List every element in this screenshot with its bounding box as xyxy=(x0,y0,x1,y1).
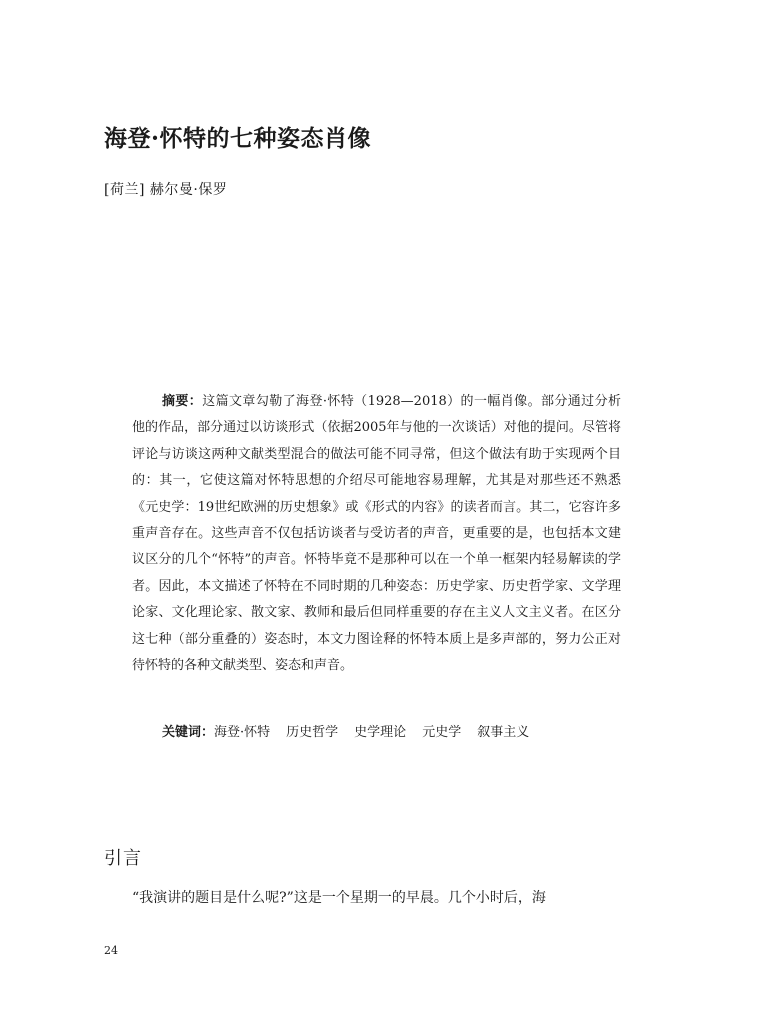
keywords xyxy=(162,720,622,746)
keyword-item: 史学理论 xyxy=(354,725,407,740)
keyword-item: 元史学 xyxy=(422,725,462,740)
abstract xyxy=(132,389,621,679)
abstract-text: 这篇文章勾勒了海登·怀特（1928—2018）的一幅肖像。部分通过分析他的作品，部分通过以访谈形式（依据2005年与他的一次谈话）对他的提问。尽管将评论与访谈这两种文献类型混合的做法可能不同寻常，但这个做法有助于实现两个目的：其一，它使这篇对怀特思想的介绍尽可能地容易理解，尤其是对那些还不熟悉《元史学：19世纪欧洲的历史想象》或《形式的内容》的读者而言。其二，它容许多重声音存在。这些声音不仅包括访谈者与受访者的声音，更重要的是，也包括本文建议区分的几个“怀特”的声音。怀特毕竟不是那种可以在一个单一框架内轻易解读的学者。因此，本文描述了怀特在不同时期的几种姿态：历史学家、历史哲学家、文学理论家、文化理论家、散文家、教师和最后但同样重要的存在主义人文主义者。在区分这七种（部分重叠的）姿态时，本文力图诠释的怀特本质上是多声部的，努力公正对待怀特的各种文献类型、姿态和声音。 xyxy=(132,394,621,674)
keyword-item: 海登·怀特 xyxy=(214,725,271,740)
keywords-label: 关键词： xyxy=(162,725,215,740)
section-heading-introduction: 引言 xyxy=(104,848,142,869)
keyword-item: 叙事主义 xyxy=(477,725,530,740)
page-number: 24 xyxy=(104,944,118,957)
article-title: 海登·怀特的七种姿态肖像 xyxy=(104,125,372,152)
body-paragraph: “我演讲的题目是什么呢?”这是一个星期一的早晨。几个小时后，海 xyxy=(132,890,546,906)
article-author: [荷兰] 赫尔曼·保罗 xyxy=(104,182,228,198)
keyword-item: 历史哲学 xyxy=(286,725,339,740)
abstract-label: 摘要： xyxy=(162,394,203,409)
